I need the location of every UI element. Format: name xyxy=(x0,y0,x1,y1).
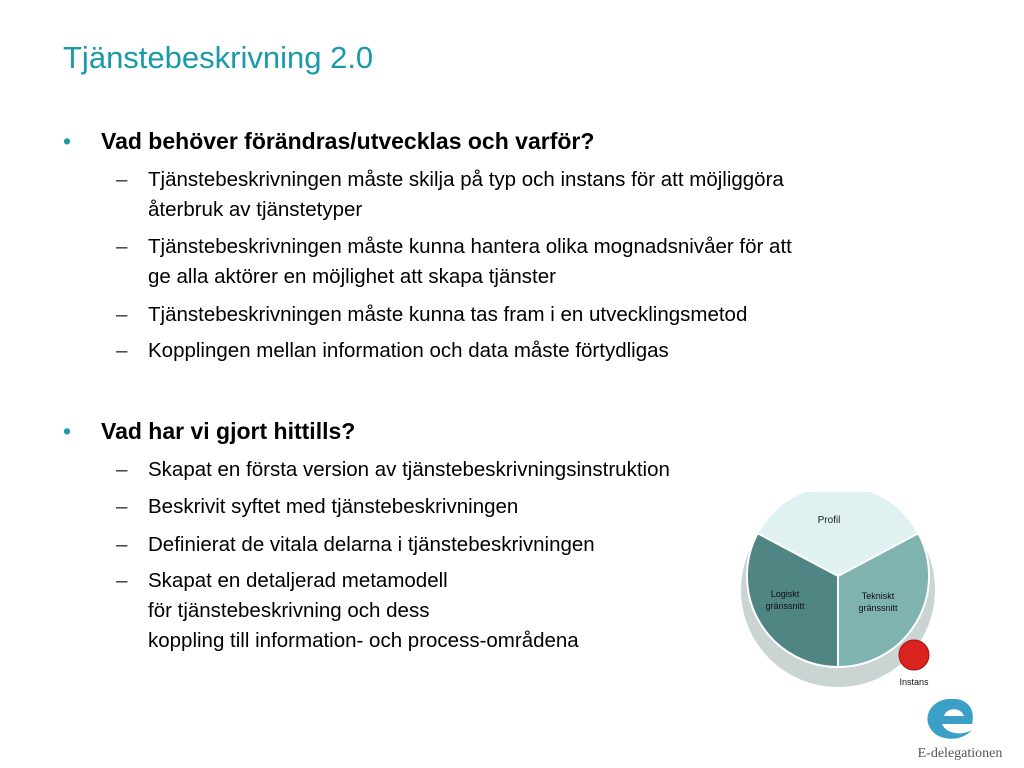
dash-marker: – xyxy=(116,569,128,592)
list-item xyxy=(116,300,747,330)
list-item xyxy=(116,492,518,522)
service-model-diagram xyxy=(738,492,938,692)
dash-marker: – xyxy=(116,339,128,362)
list-item xyxy=(116,455,670,485)
e-delegationen-logo xyxy=(898,686,1018,766)
dash-marker: – xyxy=(116,533,128,556)
tekniskt-label-2: gränssnitt xyxy=(858,603,898,613)
profil-label: Profil xyxy=(817,515,841,526)
list-item-text: Beskrivit syftet med tjänstebeskrivningen xyxy=(148,495,519,518)
heading-text: Vad har vi gjort hittills? xyxy=(101,418,356,444)
bullet-marker: • xyxy=(63,418,72,444)
section-heading-1 xyxy=(63,128,594,155)
section-heading-2 xyxy=(63,418,355,445)
list-item xyxy=(116,232,792,292)
instans-label: Instans xyxy=(899,677,929,687)
list-item-text: Tjänstebeskrivningen måste kunna tas fram i en utvecklingsmetod xyxy=(148,303,748,326)
instans-circle xyxy=(899,640,929,670)
dash-marker: – xyxy=(116,458,128,481)
logo-mark-icon xyxy=(927,699,972,739)
list-item-text: Skapat en detaljerad metamodell för tjänstebeskrivning och dess koppling till information- och process-områdena xyxy=(148,569,579,652)
tekniskt-label-1: Tekniskt xyxy=(861,591,895,601)
list-item-text: Definierat de vitala delarna i tjänstebeskrivningen xyxy=(148,533,595,556)
logo-text: E-delegationen xyxy=(917,746,1003,761)
bullet-marker: • xyxy=(63,128,72,154)
list-item-text: Tjänstebeskrivningen måste kunna hantera olika mognadsnivåer för att ge alla aktörer en möjlighet att skapa tjänster xyxy=(148,235,792,288)
list-item xyxy=(116,336,669,366)
heading-text: Vad behöver förändras/utvecklas och varför? xyxy=(101,128,595,154)
list-item xyxy=(116,566,579,656)
slide-title: Tjänstebeskrivning 2.0 xyxy=(63,40,374,75)
dash-marker: – xyxy=(116,303,128,326)
logiskt-label-2: gränssnitt xyxy=(765,601,805,611)
list-item-text: Kopplingen mellan information och data måste förtydligas xyxy=(148,339,669,362)
logiskt-label-1: Logiskt xyxy=(770,589,800,599)
list-item xyxy=(116,165,784,225)
list-item-text: Skapat en första version av tjänstebeskrivningsinstruktion xyxy=(148,458,670,481)
dash-marker: – xyxy=(116,495,128,518)
list-item-text: Tjänstebeskrivningen måste skilja på typ och instans för att möjliggöra återbruk av tjänstetyper xyxy=(148,168,784,221)
dash-marker: – xyxy=(116,235,128,258)
dash-marker: – xyxy=(116,168,128,191)
list-item xyxy=(116,530,595,560)
